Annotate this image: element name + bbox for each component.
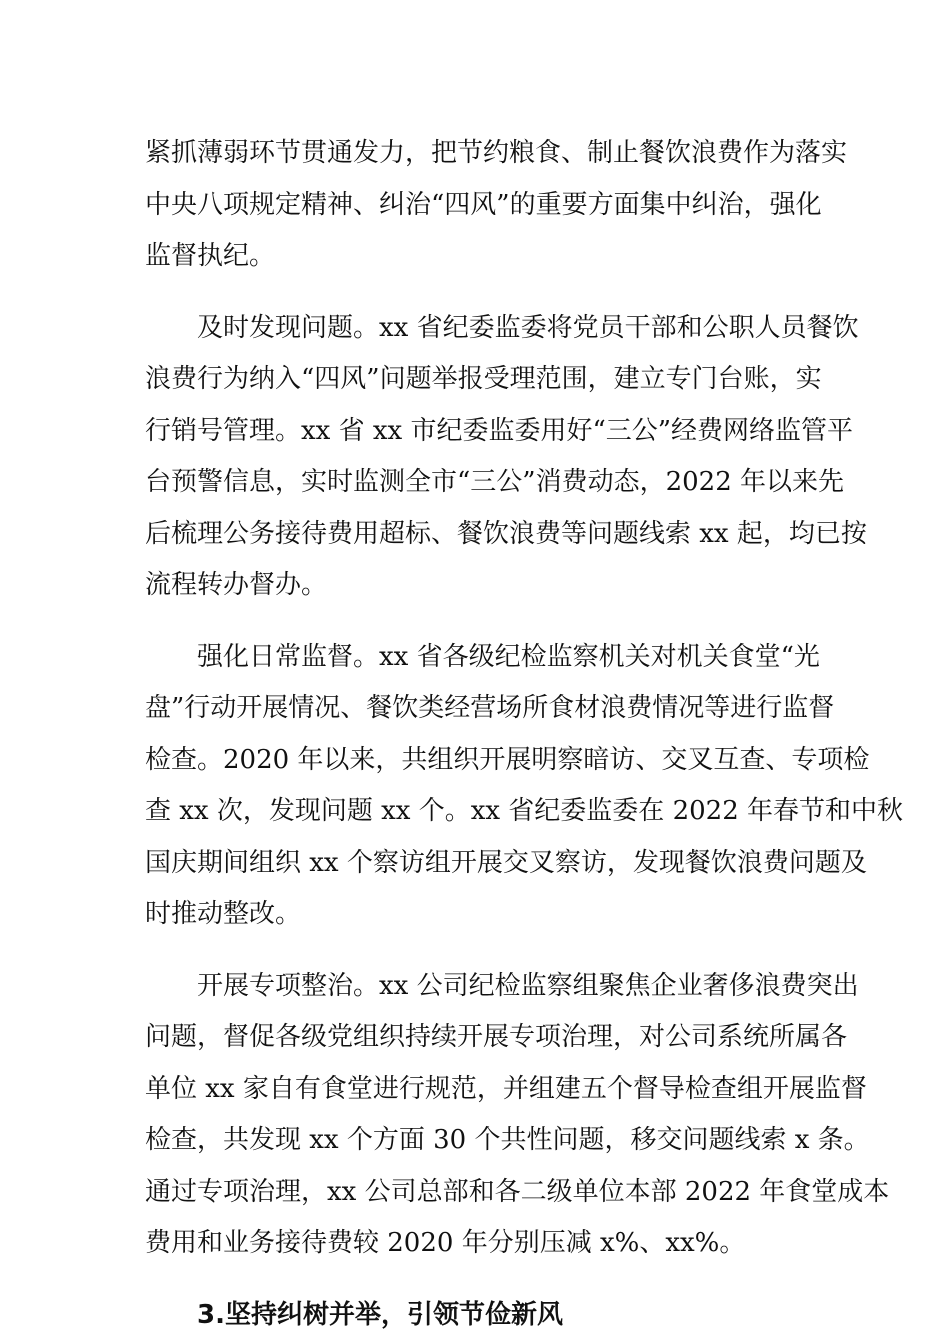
paragraph-gap — [145, 612, 815, 632]
text-line: 问题，督促各级党组织持续开展专项治理，对公司系统所属各 — [145, 1022, 848, 1052]
paragraph-gap — [145, 941, 815, 961]
text-line: 查 xx 次，发现问题 xx 个。xx 省纪委监委在 2022 年春节和中秋 — [145, 796, 903, 826]
text-line: 行销号管理。xx 省 xx 市纪委监委用好“三公”经费网络监管平 — [145, 415, 854, 446]
text-line: 国庆期间组织 xx 个察访组开展交叉察访，发现餐饮浪费问题及 — [145, 847, 867, 878]
text-line: 检查，共发现 xx 个方面 30 个共性问题，移交问题线索 x 条。 — [145, 1125, 870, 1155]
text-line: 单位 xx 家自有食堂进行规范，并组建五个督导检查组开展监督 — [145, 1073, 867, 1104]
text-line: 后梳理公务接待费用超标、餐饮浪费等问题线索 xx 起，均已按 — [145, 518, 867, 549]
text-line: 盘”行动开展情况、餐饮类经营场所食材浪费情况等进行监督 — [145, 693, 835, 723]
text-line: 开展专项整治。xx 公司纪检监察组聚焦企业奢侈浪费突出 — [197, 970, 859, 1001]
paragraph-timely-detection — [145, 303, 867, 612]
text-line: 浪费行为纳入“四风”问题举报受理范围，建立专门台账，实 — [145, 364, 822, 394]
text-line: 时推动整改。 — [145, 899, 302, 929]
text-line: 强化日常监督。xx 省各级纪检监察机关对机关食堂“光 — [197, 641, 820, 672]
text-line: 台预警信息，实时监测全市“三公”消费动态，2022 年以来先 — [145, 467, 845, 497]
text-line: 紧抓薄弱环节贯通发力，把节约粮食、制止餐饮浪费作为落实 — [145, 138, 848, 168]
text-line: 通过专项治理，xx 公司总部和各二级单位本部 2022 年食堂成本 — [145, 1176, 890, 1207]
text-line: 费用和业务接待费较 2020 年分别压减 x%、xx%。 — [145, 1228, 746, 1258]
text-line: 检查。2020 年以来，共组织开展明察暗访、交叉互查、专项检 — [145, 744, 870, 775]
paragraph-gap — [145, 1270, 815, 1290]
paragraph-gap — [145, 283, 815, 303]
text-line: 流程转办督办。 — [145, 570, 328, 600]
text-line: 及时发现问题。xx 省纪委监委将党员干部和公职人员餐饮 — [197, 312, 859, 343]
paragraph-special-rectification — [145, 961, 890, 1270]
text-line: 监督执纪。 — [145, 241, 276, 271]
paragraph-daily-supervision — [145, 632, 903, 941]
section-heading: 3.坚持纠树并举，引领节俭新风 — [197, 1299, 563, 1330]
text-line: 中央八项规定精神、纠治“四风”的重要方面集中纠治，强化 — [145, 189, 822, 220]
document-body — [145, 128, 903, 1341]
paragraph-continuation — [145, 128, 848, 283]
